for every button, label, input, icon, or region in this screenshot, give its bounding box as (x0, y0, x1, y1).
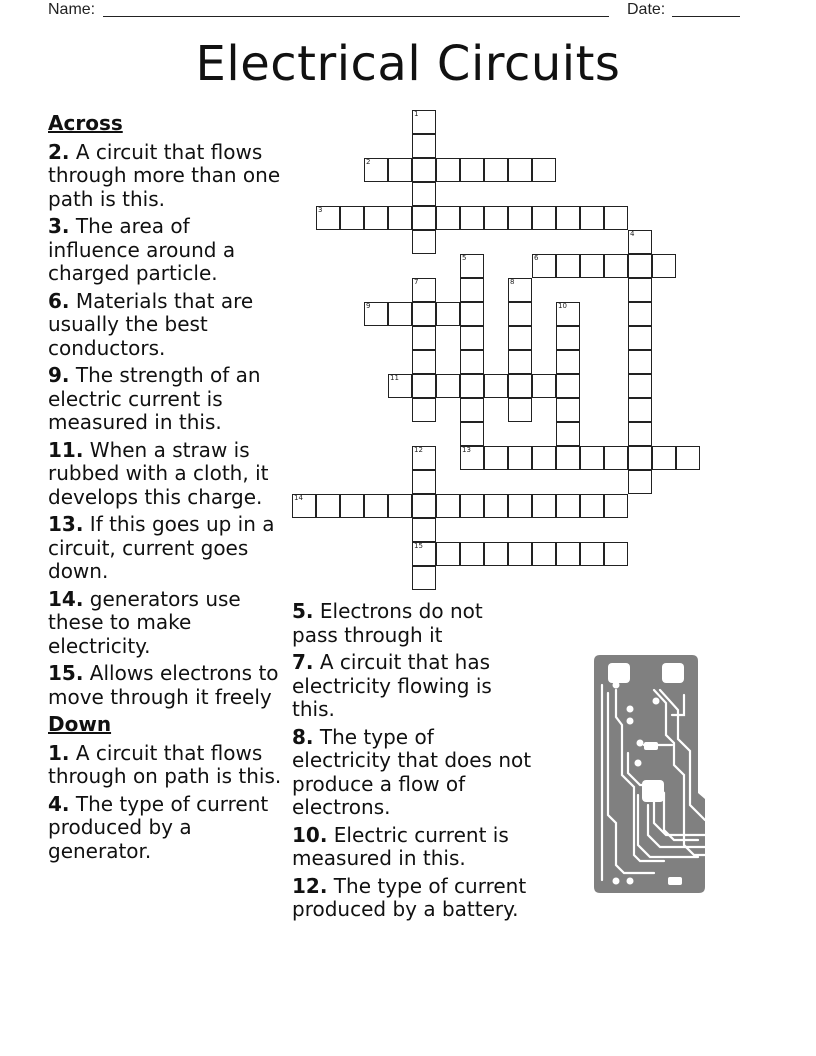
crossword-cell[interactable] (628, 350, 652, 374)
crossword-cell[interactable] (604, 494, 628, 518)
crossword-cell[interactable] (508, 374, 532, 398)
cell-number: 15 (414, 542, 423, 550)
crossword-cell[interactable] (508, 446, 532, 470)
crossword-cell[interactable] (436, 494, 460, 518)
date-label: Date: (627, 1, 666, 18)
across-clue-list (48, 141, 284, 710)
crossword-cell[interactable] (580, 446, 604, 470)
crossword-cell[interactable] (556, 206, 580, 230)
crossword-cell[interactable] (460, 278, 484, 302)
crossword-cell[interactable] (484, 446, 508, 470)
crossword-cell[interactable] (388, 374, 412, 398)
across-heading: Across (48, 111, 123, 135)
crossword-cell[interactable] (580, 206, 604, 230)
crossword-cell[interactable] (628, 374, 652, 398)
clues-bottom-column (292, 600, 532, 926)
crossword-cell[interactable] (412, 470, 436, 494)
crossword-cell[interactable] (604, 542, 628, 566)
clue-text: Electrons do not pass through it (292, 599, 483, 647)
clue-number: 2. (48, 139, 70, 164)
crossword-cell[interactable] (436, 542, 460, 566)
crossword-cell[interactable] (412, 518, 436, 542)
clue-number: 7. (292, 650, 314, 674)
clue-text: The type of electricity that does not produce a flow of electrons. (292, 724, 532, 819)
crossword-cell[interactable] (484, 206, 508, 230)
crossword-cell[interactable] (412, 350, 436, 374)
crossword-cell[interactable] (556, 374, 580, 398)
clue-text: The area of influence around a charged particle. (48, 214, 236, 285)
clue-text: Allows electrons to move through it freely (48, 661, 279, 709)
cell-number: 9 (366, 302, 371, 310)
header (48, 0, 748, 20)
name-label: Name: (48, 1, 96, 18)
crossword-cell[interactable] (460, 350, 484, 374)
cell-number: 12 (414, 446, 423, 454)
crossword-cell[interactable] (412, 398, 436, 422)
cell-number: 6 (534, 254, 539, 262)
crossword-cell[interactable] (508, 302, 532, 326)
crossword-cell[interactable] (556, 542, 580, 566)
down-heading: Down (48, 712, 112, 736)
clue-text: The strength of an electric current is measured in this. (48, 363, 261, 434)
crossword-cell[interactable] (628, 422, 652, 446)
crossword-cell[interactable] (412, 494, 436, 518)
crossword-cell[interactable] (460, 542, 484, 566)
clue-text: Materials that are usually the best conductors. (48, 288, 254, 360)
crossword-cell[interactable] (412, 302, 436, 326)
clue-item (292, 600, 532, 647)
crossword-cell[interactable] (412, 230, 436, 254)
crossword-cell[interactable] (484, 158, 508, 182)
crossword-cell[interactable] (556, 446, 580, 470)
clues-left-column (48, 112, 284, 867)
crossword-cell[interactable] (412, 206, 436, 230)
crossword-cell[interactable] (412, 566, 436, 590)
crossword-cell[interactable] (292, 494, 316, 518)
crossword-cell[interactable] (508, 542, 532, 566)
clue-number: 6. (48, 288, 70, 313)
date-field[interactable] (672, 16, 740, 17)
crossword-cell[interactable] (532, 158, 556, 182)
crossword-cell[interactable] (412, 446, 436, 470)
crossword-cell[interactable] (628, 326, 652, 350)
clue-number: 8. (292, 724, 314, 749)
cell-number: 13 (462, 446, 471, 454)
crossword-cell[interactable] (604, 206, 628, 230)
crossword-cell[interactable] (412, 326, 436, 350)
crossword-cell[interactable] (460, 254, 484, 278)
page-title: Electrical Circuits (195, 36, 621, 92)
cell-number: 5 (462, 254, 467, 262)
crossword-cell[interactable] (364, 494, 388, 518)
cell-number: 4 (630, 230, 635, 238)
clue-number: 9. (48, 363, 70, 387)
crossword-cell[interactable] (388, 206, 412, 230)
crossword-cell[interactable] (580, 254, 604, 278)
cell-number: 3 (318, 206, 323, 214)
clue-text: A circuit that flows through on path is this. (48, 740, 282, 788)
crossword-cell[interactable] (508, 206, 532, 230)
crossword-cell[interactable] (508, 158, 532, 182)
clue-item (48, 290, 284, 361)
cell-number: 1 (414, 110, 419, 118)
clue-item (48, 662, 284, 709)
clue-item (48, 141, 284, 212)
crossword-cell[interactable] (460, 206, 484, 230)
crossword-cell[interactable] (412, 542, 436, 566)
crossword-cell[interactable] (556, 350, 580, 374)
crossword-cell[interactable] (412, 158, 436, 182)
cell-number: 7 (414, 278, 419, 286)
crossword-cell[interactable] (460, 158, 484, 182)
clue-item (292, 726, 532, 820)
crossword-cell[interactable] (628, 254, 652, 278)
clue-item (48, 742, 284, 789)
crossword-cell[interactable] (508, 494, 532, 518)
crossword-cell[interactable] (388, 158, 412, 182)
crossword-cell[interactable] (652, 254, 676, 278)
crossword-cell[interactable] (436, 374, 460, 398)
clue-item (48, 793, 284, 864)
crossword-cell[interactable] (388, 302, 412, 326)
down-clue-list-continued (292, 600, 532, 922)
crossword-cell[interactable] (580, 494, 604, 518)
clue-text: generators use these to make electricity. (48, 586, 241, 658)
crossword-cell[interactable] (628, 230, 652, 254)
crossword-cell[interactable] (604, 446, 628, 470)
crossword-cell[interactable] (436, 206, 460, 230)
crossword-cell[interactable] (460, 422, 484, 446)
crossword-cell[interactable] (532, 206, 556, 230)
cell-number: 10 (558, 302, 567, 310)
crossword-cell[interactable] (652, 446, 676, 470)
clue-text: If this goes up in a circuit, current goes down. (48, 512, 275, 583)
crossword-cell[interactable] (340, 494, 364, 518)
crossword-cell[interactable] (532, 254, 556, 278)
circuit-board-icon (594, 655, 706, 895)
crossword-cell[interactable] (460, 326, 484, 350)
name-field[interactable] (103, 16, 609, 17)
clue-item (292, 651, 532, 722)
crossword-cell[interactable] (460, 398, 484, 422)
crossword-cell[interactable] (460, 446, 484, 470)
clue-number: 15. (48, 661, 84, 685)
crossword-cell[interactable] (556, 326, 580, 350)
crossword-cell[interactable] (484, 542, 508, 566)
crossword-cell[interactable] (508, 350, 532, 374)
down-clue-list (48, 742, 284, 864)
crossword-cell[interactable] (412, 110, 436, 134)
clue-text: Electric current is measured in this. (292, 822, 509, 870)
crossword-cell[interactable] (556, 254, 580, 278)
crossword-cell[interactable] (628, 278, 652, 302)
clue-number: 13. (48, 512, 84, 536)
crossword-cell[interactable] (676, 446, 700, 470)
clue-text: A circuit that flows through more than one path is this. (48, 139, 281, 211)
clue-item (292, 875, 532, 922)
clue-number: 12. (292, 873, 328, 898)
clue-item (48, 364, 284, 435)
clue-item (48, 439, 284, 510)
crossword-cell[interactable] (628, 470, 652, 494)
crossword-cell[interactable] (364, 302, 388, 326)
crossword-cell[interactable] (388, 494, 412, 518)
clue-number: 3. (48, 214, 70, 238)
cell-number: 14 (294, 494, 303, 502)
crossword-cell[interactable] (412, 374, 436, 398)
crossword-cell[interactable] (508, 278, 532, 302)
crossword-cell[interactable] (532, 446, 556, 470)
clue-text: A circuit that has electricity flowing is this. (292, 650, 492, 721)
crossword-cell[interactable] (604, 254, 628, 278)
clue-number: 11. (48, 437, 84, 462)
crossword-cell[interactable] (556, 398, 580, 422)
crossword-cell[interactable] (628, 398, 652, 422)
crossword-cell[interactable] (316, 206, 340, 230)
crossword-cell[interactable] (364, 158, 388, 182)
clue-number: 14. (48, 586, 84, 611)
crossword-cell[interactable] (412, 278, 436, 302)
clue-number: 1. (48, 740, 70, 765)
cell-number: 8 (510, 278, 515, 286)
crossword-cell[interactable] (436, 302, 460, 326)
crossword-cell[interactable] (412, 134, 436, 158)
crossword-cell[interactable] (364, 206, 388, 230)
crossword-cell[interactable] (532, 374, 556, 398)
clue-item (292, 824, 532, 871)
crossword-cell[interactable] (460, 302, 484, 326)
crossword-cell[interactable] (484, 494, 508, 518)
crossword-cell[interactable] (508, 398, 532, 422)
crossword-cell[interactable] (556, 422, 580, 446)
cell-number: 11 (390, 374, 399, 382)
crossword-cell[interactable] (628, 302, 652, 326)
crossword-cell[interactable] (316, 494, 340, 518)
crossword-cell[interactable] (532, 494, 556, 518)
clue-item (48, 215, 284, 286)
crossword-cell[interactable] (460, 374, 484, 398)
crossword-cell[interactable] (436, 158, 460, 182)
crossword-cell[interactable] (340, 206, 364, 230)
clue-item (48, 513, 284, 584)
crossword-cell[interactable] (484, 374, 508, 398)
crossword-cell[interactable] (628, 446, 652, 470)
clue-number: 5. (292, 599, 314, 623)
crossword-cell[interactable] (532, 542, 556, 566)
clue-number: 10. (292, 822, 328, 847)
crossword-cell[interactable] (580, 542, 604, 566)
crossword-cell[interactable] (556, 302, 580, 326)
crossword-cell[interactable] (412, 182, 436, 206)
clue-item (48, 588, 284, 659)
crossword-cell[interactable] (556, 494, 580, 518)
clue-text: The type of current produced by a generator. (48, 791, 269, 863)
clue-text: When a straw is rubbed with a cloth, it develops this charge. (48, 437, 269, 509)
clue-text: The type of current produced by a battery. (292, 873, 527, 921)
clue-number: 4. (48, 791, 70, 816)
crossword-cell[interactable] (508, 326, 532, 350)
cell-number: 2 (366, 158, 371, 166)
crossword-cell[interactable] (460, 494, 484, 518)
